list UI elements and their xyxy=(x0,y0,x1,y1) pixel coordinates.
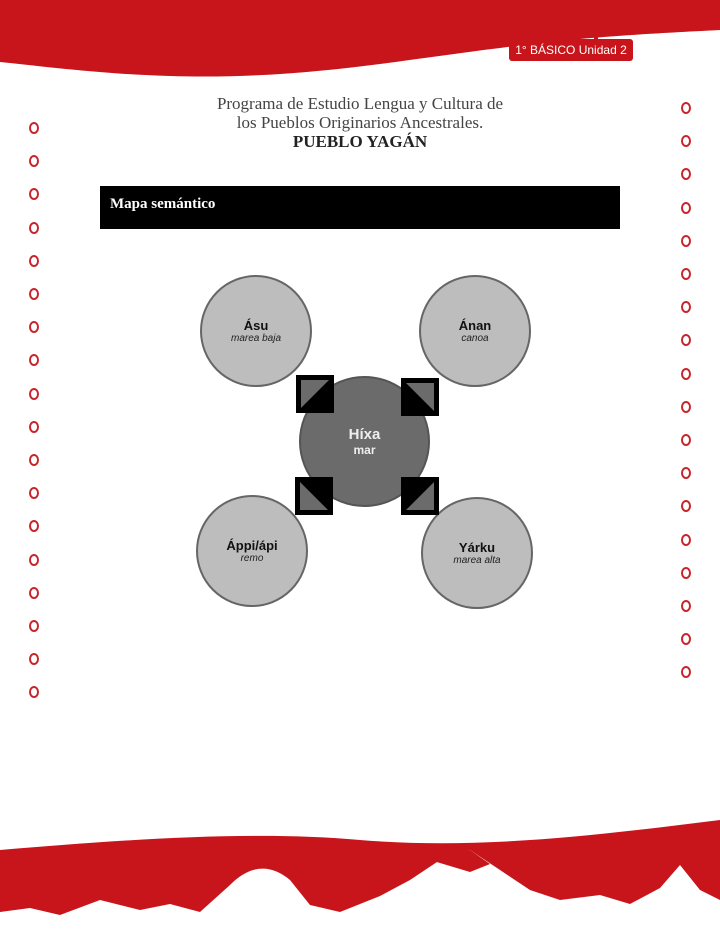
node-appi xyxy=(196,495,308,607)
footer-landscape-illustration xyxy=(0,800,720,932)
node-meaning: marea alta xyxy=(453,555,501,566)
title-line-3: PUEBLO YAGÁN xyxy=(292,132,428,151)
border-dot-icon xyxy=(29,686,39,698)
arrow-up-left-icon xyxy=(296,375,334,413)
border-dot-icon xyxy=(681,500,691,512)
node-word: Ánan xyxy=(458,318,492,333)
border-dot-icon xyxy=(681,567,691,579)
arrow-down-right-icon xyxy=(401,477,439,515)
border-dot-icon xyxy=(29,487,39,499)
node-word: Yárku xyxy=(458,540,496,555)
border-dot-icon xyxy=(29,653,39,665)
section-heading: Mapa semántico xyxy=(100,186,620,229)
border-dot-icon xyxy=(681,102,691,114)
border-dot-icon xyxy=(681,301,691,313)
node-meaning: remo xyxy=(240,553,264,564)
node-anan xyxy=(419,275,531,387)
node-meaning: canoa xyxy=(461,333,489,344)
node-meaning: marea baja xyxy=(230,333,282,344)
node-word: Áppi/ápi xyxy=(226,538,278,553)
unit-badge: 1° BÁSICO Unidad 2 xyxy=(509,39,633,61)
border-dot-icon xyxy=(29,421,39,433)
border-dot-icon xyxy=(29,288,39,300)
border-dot-icon xyxy=(681,401,691,413)
border-dot-icon xyxy=(681,434,691,446)
border-dot-icon xyxy=(29,222,39,234)
border-dot-icon xyxy=(681,368,691,380)
border-dot-icon xyxy=(681,235,691,247)
border-dot-icon xyxy=(681,467,691,479)
border-dot-icon xyxy=(29,321,39,333)
arrow-up-right-icon xyxy=(401,378,439,416)
border-dot-icon xyxy=(29,255,39,267)
border-dot-icon xyxy=(29,587,39,599)
center-word: Híxa xyxy=(348,426,381,443)
node-word: Ásu xyxy=(243,318,269,333)
border-dot-icon xyxy=(681,202,691,214)
border-dot-icon xyxy=(681,534,691,546)
border-dot-icon xyxy=(29,620,39,632)
border-dot-icon xyxy=(29,122,39,134)
border-dot-icon xyxy=(681,633,691,645)
border-dot-icon xyxy=(681,666,691,678)
node-asu xyxy=(200,275,312,387)
border-dot-icon xyxy=(29,354,39,366)
document-title xyxy=(150,94,570,151)
border-dot-icon xyxy=(681,168,691,180)
border-dot-icon xyxy=(29,520,39,532)
title-line-1: Programa de Estudio Lengua y Cultura de xyxy=(216,94,504,113)
border-dot-icon xyxy=(29,188,39,200)
border-dot-icon xyxy=(681,334,691,346)
center-meaning: mar xyxy=(353,443,376,457)
border-dot-icon xyxy=(29,454,39,466)
border-dot-icon xyxy=(681,268,691,280)
title-line-2: los Pueblos Originarios Ancestrales. xyxy=(236,113,484,132)
arrow-down-left-icon xyxy=(295,477,333,515)
border-dot-icon xyxy=(681,600,691,612)
border-dot-icon xyxy=(29,388,39,400)
border-dot-icon xyxy=(29,155,39,167)
border-dot-icon xyxy=(29,554,39,566)
border-dot-icon xyxy=(681,135,691,147)
